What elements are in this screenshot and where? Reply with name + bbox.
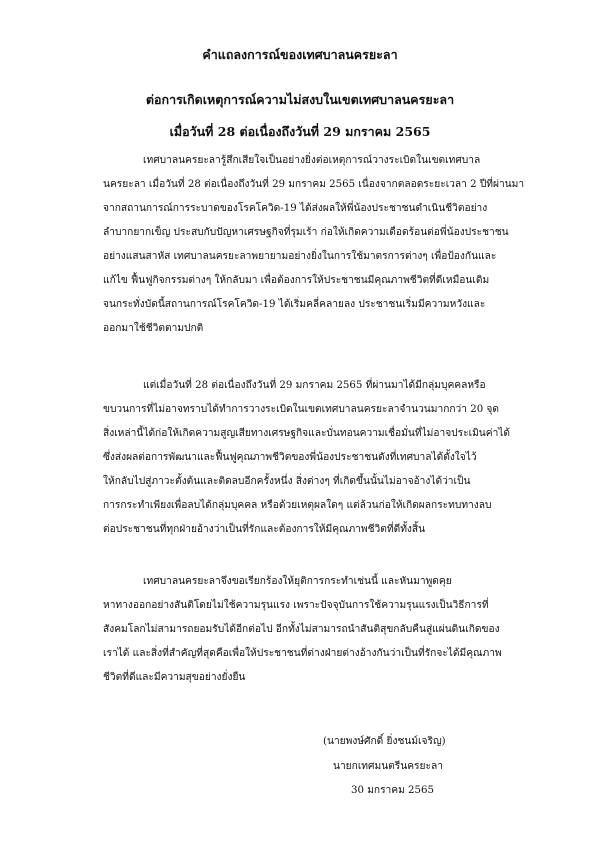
statement-date: 30 มกราคม 2565 xyxy=(351,785,434,796)
paragraph-line: ขบวนการที่ไม่อาจทราบได้ทำการวางระเบิดในเขตเทศบาลนครยะลาจำนวนมากกว่า 20 จุด xyxy=(103,404,499,415)
heading-line-3: เมื่อวันที่ 28 ต่อเนื่องถึงวันที่ 29 มกราคม 2565 xyxy=(169,124,431,139)
paragraph-line: ชีวิตที่ดีและมีความสุขอย่างยั่งยืน xyxy=(103,672,246,683)
paragraph-line: สิ่งเหล่านี้ได้ก่อให้เกิดความสูญเสียทางเศรษฐกิจและบั่นทอนความเชื่อมั่นที่ไม่อาจประเมินค่าได้ xyxy=(103,428,511,439)
paragraph-line: ออกมาใช้ชีวิตตามปกติ xyxy=(103,323,204,334)
paragraph-line: สังคมโลกไม่สามารถยอมรับได้อีกต่อไป อีกทั้งไม่สามารถนำสันติสุขกลับคืนสู่แผ่นดินเกิดของ xyxy=(103,624,500,635)
heading-line-1: คำแถลงการณ์ของเทศบาลนครยะลา xyxy=(202,47,398,62)
paragraph-line: หาทางออกอย่างสันติโดยไม่ใช้ความรุนแรง เพราะปัจจุบันการใช้ความรุนแรงเป็นวิธีการที่ xyxy=(103,600,489,611)
paragraph-line: จากสถานการณ์การระบาดของโรคโควิด-19 ได้ส่งผลให้พี่น้องประชาชนดำเนินชีวิตอย่าง xyxy=(103,203,488,214)
paragraph-line: ต่อประชาชนที่ทุกฝ่ายอ้างว่าเป็นที่รักและต้องการให้มีคุณภาพชีวิตที่ดีทั้งสิ้น xyxy=(103,524,426,535)
paragraph-line: เราได้ และสิ่งที่สำคัญที่สุดคือเพื่อให้ประชาชนที่ต่างฝ่ายต่างอ้างกันว่าเป็นที่รักจะได้มีคุณภาพ xyxy=(103,648,502,659)
paragraph-line: ซึ่งส่งผลต่อการพัฒนาและฟื้นฟูคุณภาพชีวิตของพี่น้องประชาชนดังที่เทศบาลได้ตั้งใจไว้ xyxy=(103,452,477,463)
paragraph-line: เทศบาลนครยะลาจึงขอเรียกร้องให้ยุติการกระทำเช่นนี้ และหันมาพูดคุย xyxy=(143,576,452,587)
paragraph-line: จนกระทั่งบัดนี้สถานการณ์โรคโควิด-19 ได้เริ่มคลี่คลายลง ประชาชนเริ่มมีความหวังและ xyxy=(103,299,486,310)
paragraph-line: อย่างแสนสาหัส เทศบาลนครยะลาพยายามอย่างยิ่งในการใช้มาตรการต่างๆ เพื่อป้องกันและ xyxy=(103,251,497,262)
paragraph-line: เทศบาลนครยะลารู้สึกเสียใจเป็นอย่างยิ่งต่อเหตุการณ์วางระเบิดในเขตเทศบาล xyxy=(143,155,481,166)
paragraph-line: ลำบากยากเข็ญ ประสบกับปัญหาเศรษฐกิจที่รุมเร้า ก่อให้เกิดความเดือดร้อนต่อพี่น้องประชาชน xyxy=(103,227,509,238)
paragraph-line: แต่เมื่อวันที่ 28 ต่อเนื่องถึงวันที่ 29 มกราคม 2565 ที่ผ่านมาได้มีกลุ่มบุคคลหรือ xyxy=(143,380,486,391)
paragraph-line: การกระทำเพียงเพื่อลบได้กลุ่มบุคคล หรือด้วยเหตุผลใดๆ แต่ล้วนก่อให้เกิดผลกระทบทางลบ xyxy=(103,500,492,511)
heading-line-2: ต่อการเกิดเหตุการณ์ความไม่สงบในเขตเทศบาลนครยะลา xyxy=(145,92,455,107)
paragraph-line: นครยะลา เมื่อวันที่ 28 ต่อเนื่องถึงวันที่ 29 มกราคม 2565 เนื่องจากตลอดระยะเวลา 2 ปีที่ผ่านมา xyxy=(103,179,525,190)
signatory-name: (นายพงษ์ศักดิ์ ยิ่งชนม์เจริญ) xyxy=(323,736,446,747)
paragraph-line: ให้กลับไปสู่ภาวะตั้งต้นและติดลบอีกครั้งหนึ่ง สิ่งต่างๆ ที่เกิดขึ้นนั้นไม่อาจอ้างได้ว่าเป็น xyxy=(103,476,471,487)
signatory-position: นายกเทศมนตรีนครยะลา xyxy=(333,761,443,772)
paragraph-line: แก้ไข ฟื้นฟูกิจกรรมต่างๆ ให้กลับมา เพื่อต้องการให้ประชาชนมีคุณภาพชีวิตที่ดีเหมือนเดิม xyxy=(103,275,490,286)
